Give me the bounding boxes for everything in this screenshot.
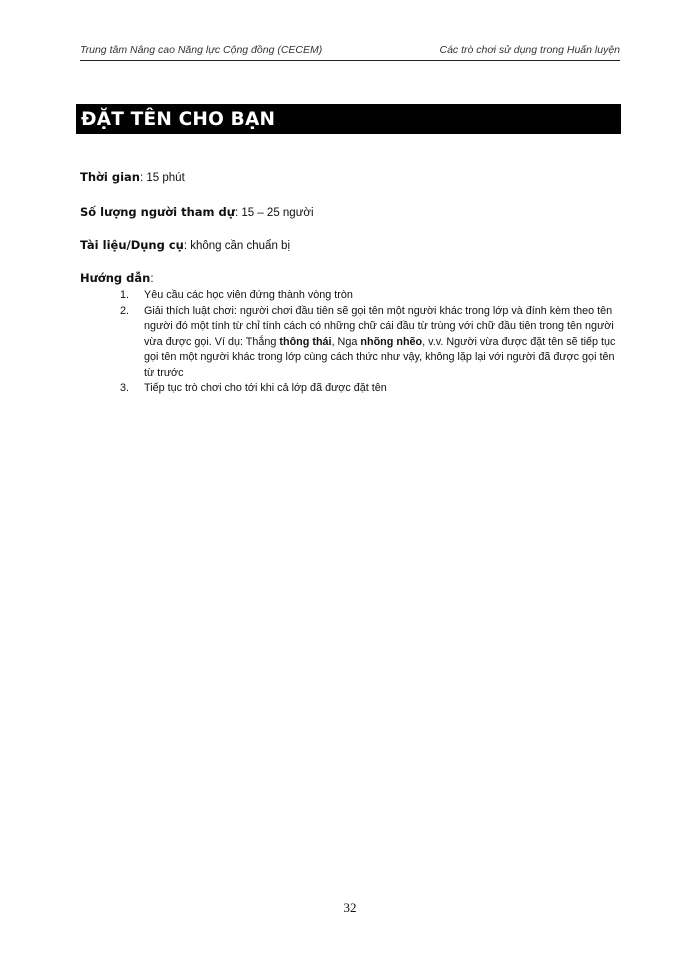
materials-field — [80, 238, 290, 252]
step-text: , Nga — [331, 335, 361, 348]
participants-value: : 15 – 25 người — [234, 207, 314, 219]
step-text: Tiếp tục trò chơi cho tới khi cả lớp đã được đặt tên — [144, 382, 387, 394]
list-item — [120, 288, 620, 304]
time-value: : 15 phút — [140, 172, 185, 184]
example-adjective: thông thái — [279, 335, 332, 348]
step-number: 2. — [120, 304, 130, 317]
instructions-label: Hướng dẫn — [80, 271, 151, 285]
time-label: Thời gian — [80, 170, 140, 184]
header-document-title: Các trò chơi sử dụng trong Huấn luyện — [439, 44, 620, 56]
materials-label: Tài liệu/Dụng cụ — [80, 238, 184, 252]
list-item — [120, 381, 620, 397]
materials-value: : không cần chuẩn bị — [183, 240, 290, 252]
page-title: ĐẶT TÊN CHO BẠN — [81, 109, 276, 130]
step-text: Giải thích luật chơi: người chơi đầu tiên sẽ gọi tên một người khác trong lớp và đính kèm theo tên người đó một tính từ chỉ tính cách có những chữ cái đầu từ trùng với chữ đầu tiên trong tên người vừa được gọi. Ví dụ: Thắng — [144, 304, 614, 348]
step-text: Yêu cầu các học viên đứng thành vòng tròn — [144, 289, 353, 301]
time-field — [80, 170, 185, 184]
step-number: 1. — [120, 289, 130, 301]
title-bar — [76, 104, 621, 134]
step-text: , v.v. Người vừa được đặt tên sẽ tiếp tục gọi tên một người khác trong lớp cùng cách thức như vậy, không lặp lại với người đã được gọi tên từ trước — [144, 335, 616, 379]
header-organization: Trung tâm Nâng cao Năng lực Cộng đồng (CECEM) — [80, 44, 323, 56]
example-adjective: nhõng nhẽo — [360, 335, 423, 348]
instruction-steps — [120, 288, 620, 397]
participants-field — [80, 205, 314, 219]
step-number: 3. — [120, 382, 130, 394]
list-item — [120, 304, 620, 382]
participants-label: Số lượng người tham dự — [80, 205, 235, 219]
instructions-heading — [80, 271, 154, 285]
page-header — [80, 44, 620, 61]
instructions-colon: : — [150, 273, 154, 285]
page-number: 32 — [343, 900, 357, 915]
